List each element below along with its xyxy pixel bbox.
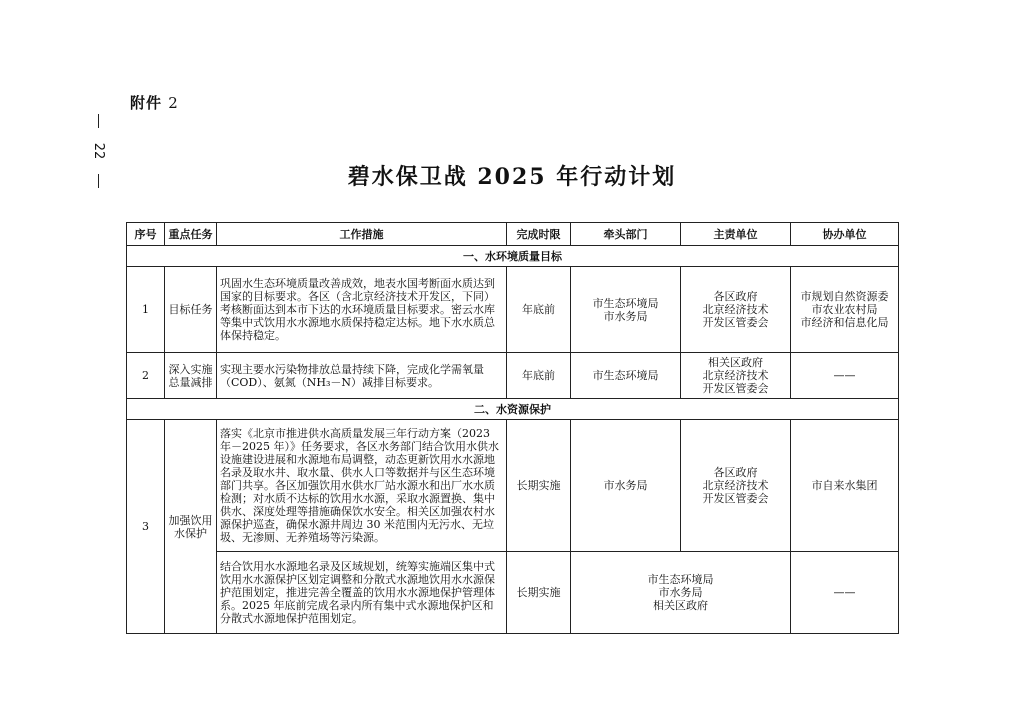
table-row: [127, 353, 899, 399]
action-plan-table: [126, 222, 899, 634]
row-measures: 巩固水生态环境质量改善成效，地表水国考断面水质达到国家的目标要求。各区（含北京经济技术开发区，下同）考核断面达到本市下达的水环境质量目标要求。密云水库等集中式饮用水水源地水质保持稳定达标。地下水水质总体保持稳定。: [217, 267, 507, 353]
lead-line: 相关区政府: [653, 599, 708, 612]
row-measures: 落实《北京市推进供水高质量发展三年行动方案（2023 年－2025 年）》任务要求，各区水务部门结合饮用水供水设施建设进展和水源地布局调整，动态更新饮用水水源地名录及取水井、取水量、供水人口等数据并与区生态环境部门共享。各区加强饮用水供水厂站水源水和出厂水水质检测；对水质不达标的饮用水水源，采取水源置换、集中供水、深度处理等措施确保饮水安全。相关区加强农村水源保护巡查，确保水源井周边 30 米范围内无污水、无垃圾、无渗厕、无养殖场等污染源。: [217, 420, 507, 552]
row-seq: 2: [127, 353, 165, 399]
table-row: [127, 420, 899, 552]
row-deadline: 长期实施: [507, 552, 571, 634]
attachment-text: 附件: [130, 94, 163, 112]
row-measures: 实现主要水污染物排放总量持续下降，完成化学需氧量（COD）、氨氮（NH₃－N）减排目标要求。: [217, 353, 507, 399]
responsible-line: 开发区管委会: [702, 382, 769, 395]
assist-line: 市农业农村局: [811, 303, 878, 316]
responsible-line: 北京经济技术: [702, 369, 769, 382]
row-lead-merged: [571, 552, 791, 634]
header-lead: 牵头部门: [571, 223, 681, 246]
lead-line: 市水务局: [658, 586, 703, 599]
responsible-line: 相关区政府: [708, 356, 763, 369]
header-measures: 工作措施: [217, 223, 507, 246]
lead-line: 市水务局: [603, 309, 648, 323]
document-title: 碧水保卫战 2025 年行动计划: [347, 164, 677, 190]
section-title: 二、水资源保护: [127, 399, 899, 420]
lead-line: 市生态环境局: [592, 369, 659, 382]
header-task: 重点任务: [165, 223, 217, 246]
responsible-line: 各区政府: [713, 290, 758, 303]
attachment-label: [130, 92, 179, 113]
row-deadline: 年底前: [507, 267, 571, 353]
header-seq: 序号: [127, 223, 165, 246]
row-task: [165, 353, 217, 399]
assist-line: 市规划自然资源委: [800, 290, 889, 303]
assist-line: 市经济和信息化局: [800, 316, 889, 329]
section-row: [127, 246, 899, 267]
header-assist: 协办单位: [791, 223, 899, 246]
page-number-dash-top: [98, 114, 99, 128]
lead-line: 市生态环境局: [592, 296, 659, 310]
responsible-line: 各区政府: [713, 466, 758, 479]
section-title: 一、水环境质量目标: [127, 246, 899, 267]
section-row: [127, 399, 899, 420]
table-row: [127, 267, 899, 353]
row-measures: 结合饮用水水源地名录及区域规划，统筹实施端区集中式饮用水水源保护区划定调整和分散式水源地饮用水水源保护范围划定，推进完善全覆盖的饮用水水源地保护管理体系。2025 年底前完成名录内所有集中式水源地保护区和分散式水源地保护范围划定。: [217, 552, 507, 634]
row-task: [165, 420, 217, 634]
header-deadline: 完成时限: [507, 223, 571, 246]
row-deadline: 年底前: [507, 353, 571, 399]
row-lead: [571, 353, 681, 399]
row-deadline: 长期实施: [507, 420, 571, 552]
row-responsible: [681, 267, 791, 353]
row-seq: 3: [127, 420, 165, 634]
row-assist: [791, 353, 899, 399]
empty-dash: ——: [833, 586, 856, 599]
table-row: [127, 552, 899, 634]
responsible-line: 北京经济技术: [702, 303, 769, 316]
attachment-number: 2: [168, 94, 179, 112]
row-task: 目标任务: [165, 267, 217, 353]
row-responsible: [681, 353, 791, 399]
row-assist: [791, 267, 899, 353]
task-line: 深入实施: [168, 362, 213, 376]
row-lead: [571, 420, 681, 552]
row-responsible: [681, 420, 791, 552]
responsible-line: 开发区管委会: [702, 492, 769, 505]
responsible-line: 开发区管委会: [702, 316, 769, 329]
row-lead: [571, 267, 681, 353]
responsible-line: 北京经济技术: [702, 479, 769, 492]
assist-line: 市自来水集团: [811, 479, 878, 492]
header-responsible: 主责单位: [681, 223, 791, 246]
empty-dash: ——: [833, 369, 856, 383]
row-seq: 1: [127, 267, 165, 353]
page-number: 22: [91, 142, 107, 160]
task-line: 总量减排: [168, 375, 213, 389]
lead-line: 市水务局: [603, 479, 648, 492]
row-assist: [791, 552, 899, 634]
table-header-row: [127, 223, 899, 246]
lead-line: 市生态环境局: [647, 573, 714, 586]
task-line: 水保护: [174, 526, 207, 540]
task-line: 加强饮用: [168, 513, 213, 527]
row-assist: [791, 420, 899, 552]
